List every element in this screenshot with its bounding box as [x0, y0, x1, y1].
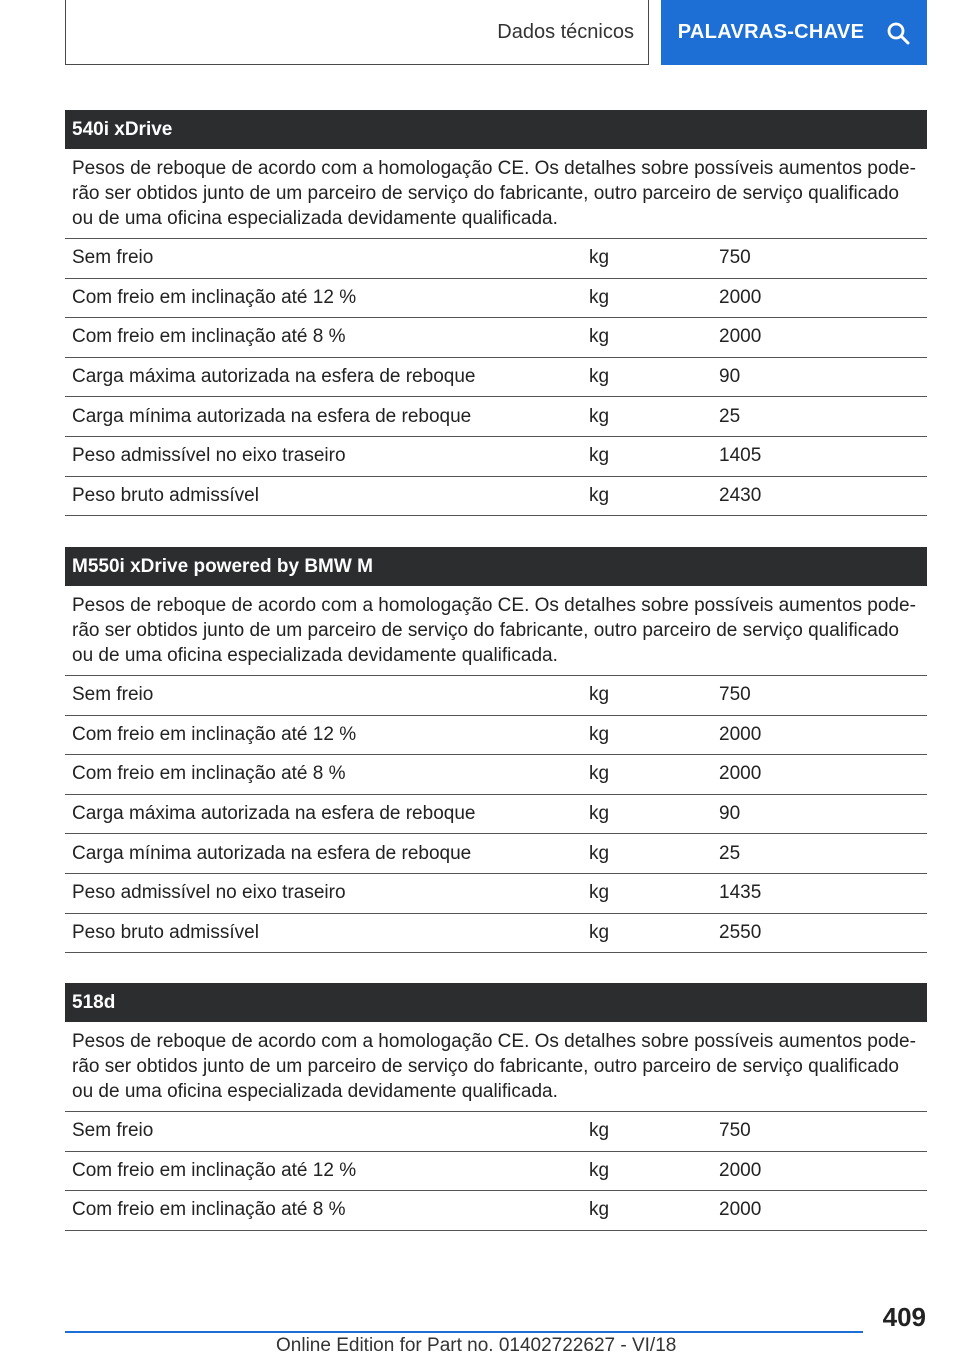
row-label: Com freio em inclinação até 12 % — [72, 286, 357, 308]
row-unit: kg — [589, 1199, 610, 1221]
row-value: 750 — [719, 247, 751, 269]
table-row — [65, 1152, 927, 1192]
table-row — [65, 1112, 927, 1152]
table-row — [65, 834, 927, 874]
table-row — [65, 397, 927, 437]
breadcrumb[interactable] — [65, 0, 649, 65]
row-value: 2000 — [719, 286, 762, 308]
row-value: 2000 — [719, 326, 762, 348]
table-row — [65, 914, 927, 954]
row-value: 1435 — [719, 882, 762, 904]
row-value: 90 — [719, 366, 741, 388]
top-bar — [65, 0, 927, 65]
row-label: Com freio em inclinação até 12 % — [72, 723, 357, 745]
row-value: 2550 — [719, 921, 762, 943]
row-label: Sem freio — [72, 247, 154, 269]
row-label: Carga máxima autorizada na esfera de reboque — [72, 366, 476, 388]
section-title: 518d — [65, 983, 927, 1022]
row-value: 25 — [719, 405, 741, 427]
row-label: Com freio em inclinação até 12 % — [72, 1159, 357, 1181]
footer-edition[interactable]: Online Edition for Part no. 01402722627 - VI/18 — [276, 1335, 677, 1356]
row-value: 750 — [719, 1120, 751, 1142]
table-row — [65, 318, 927, 358]
page-number: 409 — [882, 1302, 926, 1332]
row-label: Com freio em inclinação até 8 % — [72, 1199, 346, 1221]
row-label: Sem freio — [72, 1120, 154, 1142]
table-row — [65, 755, 927, 795]
row-unit: kg — [589, 763, 610, 785]
row-value: 90 — [719, 803, 741, 825]
section-description: Pesos de reboque de acordo com a homologação CE. Os detalhes sobre possíveis aumentos pode-rão ser obtidos junto de um parceiro de serviço do fabricante, outro parceiro de serviço qualificado ou de uma oficina especializada devidamente qualificada. — [65, 1022, 927, 1112]
section-518d — [65, 983, 927, 1231]
row-value: 25 — [719, 842, 741, 864]
table-row — [65, 239, 927, 279]
keywords-button[interactable] — [661, 0, 927, 65]
row-value: 2000 — [719, 763, 762, 785]
table-row — [65, 477, 927, 517]
row-label: Peso admissível no eixo traseiro — [72, 882, 346, 904]
table-row — [65, 358, 927, 398]
keywords-label: PALAVRAS-CHAVE — [677, 21, 865, 43]
row-unit: kg — [589, 921, 610, 943]
breadcrumb-label: Dados técnicos — [497, 20, 634, 43]
row-value: 2000 — [719, 723, 762, 745]
row-label: Peso bruto admissível — [72, 484, 259, 506]
row-unit: kg — [589, 405, 610, 427]
table-row — [65, 676, 927, 716]
row-unit: kg — [589, 484, 610, 506]
row-label: Com freio em inclinação até 8 % — [72, 326, 346, 348]
row-unit: kg — [589, 286, 610, 308]
table-row — [65, 1191, 927, 1231]
row-unit: kg — [589, 723, 610, 745]
section-title: 540i xDrive — [65, 110, 927, 149]
row-unit: kg — [589, 326, 610, 348]
row-unit: kg — [589, 366, 610, 388]
section-540i — [65, 110, 927, 516]
row-unit: kg — [589, 882, 610, 904]
row-unit: kg — [589, 1159, 610, 1181]
table-row — [65, 437, 927, 477]
row-label: Peso admissível no eixo traseiro — [72, 445, 346, 467]
row-unit: kg — [589, 247, 610, 269]
table-row — [65, 716, 927, 756]
table-row — [65, 795, 927, 835]
row-value: 2430 — [719, 484, 762, 506]
row-label: Sem freio — [72, 684, 154, 706]
footer-divider — [65, 1331, 863, 1333]
row-unit: kg — [589, 684, 610, 706]
row-label: Com freio em inclinação até 8 % — [72, 763, 346, 785]
section-description: Pesos de reboque de acordo com a homologação CE. Os detalhes sobre possíveis aumentos pode-rão ser obtidos junto de um parceiro de serviço do fabricante, outro parceiro de serviço qualificado ou de uma oficina especializada devidamente qualificada. — [65, 586, 927, 676]
table-row — [65, 279, 927, 319]
row-label: Carga mínima autorizada na esfera de reboque — [72, 842, 472, 864]
section-title: M550i xDrive powered by BMW M — [65, 547, 927, 586]
search-icon — [886, 21, 910, 45]
row-unit: kg — [589, 803, 610, 825]
table-row — [65, 874, 927, 914]
row-unit: kg — [589, 842, 610, 864]
row-unit: kg — [589, 1120, 610, 1142]
row-unit: kg — [589, 445, 610, 467]
row-label: Carga máxima autorizada na esfera de reboque — [72, 803, 476, 825]
section-m550i — [65, 547, 927, 953]
row-label: Peso bruto admissível — [72, 921, 259, 943]
row-value: 750 — [719, 684, 751, 706]
section-description: Pesos de reboque de acordo com a homologação CE. Os detalhes sobre possíveis aumentos pode-rão ser obtidos junto de um parceiro de serviço do fabricante, outro parceiro de serviço qualificado ou de uma oficina especializada devidamente qualificada. — [65, 149, 927, 239]
row-value: 2000 — [719, 1199, 762, 1221]
row-value: 1405 — [719, 445, 762, 467]
row-value: 2000 — [719, 1159, 762, 1181]
row-label: Carga mínima autorizada na esfera de reboque — [72, 405, 472, 427]
